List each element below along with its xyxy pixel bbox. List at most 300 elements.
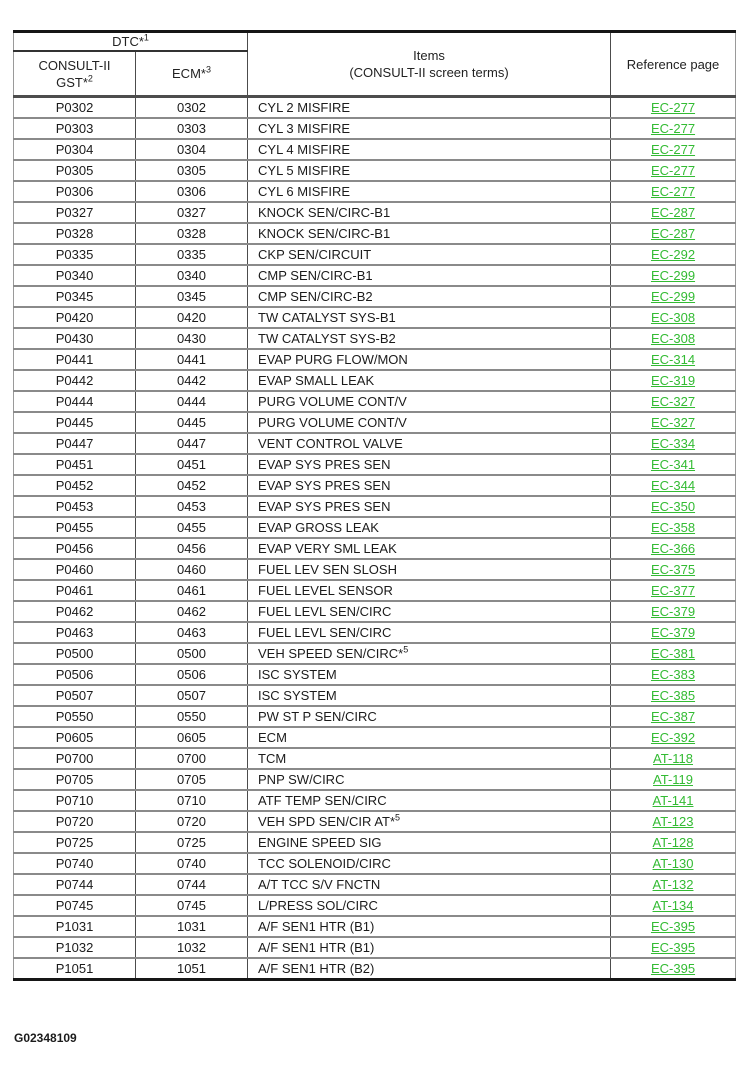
table-row xyxy=(14,202,736,223)
table-row xyxy=(14,454,736,475)
reference-page-link[interactable]: EC-277 xyxy=(650,121,696,136)
item-label: EVAP SYS PRES SEN xyxy=(258,499,391,514)
item-label: ATF TEMP SEN/CIRC xyxy=(258,793,387,808)
gst-code-cell: P0420 xyxy=(14,307,136,328)
header-ecm xyxy=(136,51,248,97)
ecm-code-cell: 0507 xyxy=(136,685,248,706)
table-row xyxy=(14,286,736,307)
item-cell xyxy=(248,349,611,370)
reference-page-link[interactable]: AT-118 xyxy=(653,751,693,766)
reference-page-link[interactable]: EC-350 xyxy=(650,499,696,514)
item-label: TW CATALYST SYS-B2 xyxy=(258,331,396,346)
item-cell xyxy=(248,202,611,223)
table-row xyxy=(14,118,736,139)
reference-page-link[interactable]: EC-341 xyxy=(650,457,696,472)
gst-code-cell: P0303 xyxy=(14,118,136,139)
ecm-code-cell: 0461 xyxy=(136,580,248,601)
ecm-code-cell: 1031 xyxy=(136,916,248,937)
ecm-code-cell: 0302 xyxy=(136,97,248,119)
ecm-code-cell: 0306 xyxy=(136,181,248,202)
gst-code-cell: P0302 xyxy=(14,97,136,119)
gst-code-cell: P0444 xyxy=(14,391,136,412)
table-row xyxy=(14,349,736,370)
table-row xyxy=(14,265,736,286)
reference-cell xyxy=(611,769,736,790)
item-cell xyxy=(248,706,611,727)
table-row xyxy=(14,874,736,895)
gst-code-cell: P0306 xyxy=(14,181,136,202)
header-items xyxy=(248,32,611,97)
ecm-code-cell: 0453 xyxy=(136,496,248,517)
reference-cell xyxy=(611,916,736,937)
reference-cell xyxy=(611,748,736,769)
item-label: A/F SEN1 HTR (B1) xyxy=(258,919,375,934)
gst-code-cell: P0455 xyxy=(14,517,136,538)
gst-code-cell: P0445 xyxy=(14,412,136,433)
item-label: A/F SEN1 HTR (B2) xyxy=(258,961,375,976)
item-cell xyxy=(248,769,611,790)
reference-cell xyxy=(611,391,736,412)
item-label: CYL 5 MISFIRE xyxy=(258,163,350,178)
header-items-line1: Items xyxy=(413,48,445,63)
item-cell xyxy=(248,874,611,895)
item-label: TW CATALYST SYS-B1 xyxy=(258,310,396,325)
reference-page-link[interactable]: EC-314 xyxy=(650,352,696,367)
item-label: ISC SYSTEM xyxy=(258,688,337,703)
reference-page-link[interactable]: EC-387 xyxy=(650,709,696,724)
item-cell xyxy=(248,664,611,685)
ecm-code-cell: 0445 xyxy=(136,412,248,433)
item-cell xyxy=(248,517,611,538)
table-row xyxy=(14,748,736,769)
item-label: KNOCK SEN/CIRC-B1 xyxy=(258,205,391,220)
ecm-code-cell: 1051 xyxy=(136,958,248,980)
item-label: CMP SEN/CIRC-B1 xyxy=(258,268,373,283)
reference-page-link[interactable]: EC-327 xyxy=(650,394,696,409)
gst-code-cell: P0463 xyxy=(14,622,136,643)
ecm-code-cell: 0305 xyxy=(136,160,248,181)
table-row xyxy=(14,958,736,980)
reference-page-link[interactable]: EC-319 xyxy=(650,373,696,388)
reference-cell xyxy=(611,244,736,265)
item-label: TCC SOLENOID/CIRC xyxy=(258,856,391,871)
reference-page-link[interactable]: EC-395 xyxy=(650,961,696,976)
gst-code-cell: P0442 xyxy=(14,370,136,391)
reference-page-link[interactable]: EC-277 xyxy=(650,184,696,199)
ecm-code-cell: 0463 xyxy=(136,622,248,643)
ecm-code-cell: 0744 xyxy=(136,874,248,895)
header-gst-footnote: 2 xyxy=(87,73,93,84)
gst-code-cell: P0441 xyxy=(14,349,136,370)
reference-cell xyxy=(611,580,736,601)
ecm-code-cell: 0720 xyxy=(136,811,248,832)
gst-code-cell: P0740 xyxy=(14,853,136,874)
reference-cell xyxy=(611,706,736,727)
ecm-code-cell: 0745 xyxy=(136,895,248,916)
header-gst-line2: GST*$^2$ xyxy=(56,73,93,90)
table-row xyxy=(14,622,736,643)
gst-code-cell: P0335 xyxy=(14,244,136,265)
table-row xyxy=(14,433,736,454)
header-items-line2: (CONSULT-II screen terms) xyxy=(349,65,509,80)
reference-page-link[interactable]: EC-327 xyxy=(650,415,696,430)
reference-cell xyxy=(611,559,736,580)
item-cell xyxy=(248,370,611,391)
table-row xyxy=(14,475,736,496)
gst-code-cell: P0462 xyxy=(14,601,136,622)
gst-code-cell: P0506 xyxy=(14,664,136,685)
gst-code-cell: P0327 xyxy=(14,202,136,223)
item-label: EVAP PURG FLOW/MON xyxy=(258,352,408,367)
reference-page-link[interactable]: EC-308 xyxy=(650,310,696,325)
reference-cell xyxy=(611,664,736,685)
ecm-code-cell: 0456 xyxy=(136,538,248,559)
reference-page-link[interactable]: EC-308 xyxy=(650,331,696,346)
reference-cell xyxy=(611,370,736,391)
item-label: PW ST P SEN/CIRC xyxy=(258,709,377,724)
reference-page-link[interactable]: AT-128 xyxy=(652,835,694,850)
item-label: EVAP SYS PRES SEN xyxy=(258,478,391,493)
item-label: FUEL LEV SEN SLOSH xyxy=(258,562,397,577)
item-cell xyxy=(248,391,611,412)
gst-code-cell: P0328 xyxy=(14,223,136,244)
gst-code-cell: P0460 xyxy=(14,559,136,580)
ecm-code-cell: 0442 xyxy=(136,370,248,391)
reference-page-link[interactable]: EC-299 xyxy=(650,289,696,304)
reference-page-link[interactable]: EC-366 xyxy=(650,541,696,556)
reference-cell xyxy=(611,349,736,370)
gst-code-cell: P0700 xyxy=(14,748,136,769)
reference-cell xyxy=(611,118,736,139)
item-cell xyxy=(248,895,611,916)
reference-page-link[interactable]: AT-130 xyxy=(652,856,694,871)
reference-page-link[interactable]: EC-287 xyxy=(650,205,696,220)
item-cell xyxy=(248,916,611,937)
ecm-code-cell: 0444 xyxy=(136,391,248,412)
ecm-code-cell: 0441 xyxy=(136,349,248,370)
ecm-code-cell: 0740 xyxy=(136,853,248,874)
reference-cell xyxy=(611,895,736,916)
item-cell xyxy=(248,223,611,244)
gst-code-cell: P0456 xyxy=(14,538,136,559)
item-cell xyxy=(248,496,611,517)
gst-code-cell: P0453 xyxy=(14,496,136,517)
item-cell xyxy=(248,265,611,286)
ecm-code-cell: 0335 xyxy=(136,244,248,265)
item-cell xyxy=(248,286,611,307)
item-cell xyxy=(248,160,611,181)
table-row xyxy=(14,559,736,580)
reference-page-link[interactable]: EC-395 xyxy=(650,919,696,934)
reference-cell xyxy=(611,622,736,643)
table-row xyxy=(14,643,736,664)
item-label: FUEL LEVL SEN/CIRC xyxy=(258,625,392,640)
reference-cell xyxy=(611,517,736,538)
ecm-code-cell: 0550 xyxy=(136,706,248,727)
gst-code-cell: P0605 xyxy=(14,727,136,748)
table-row xyxy=(14,601,736,622)
item-cell xyxy=(248,412,611,433)
reference-page-link[interactable]: AT-123 xyxy=(652,814,694,829)
item-footnote: 5 xyxy=(403,644,409,655)
item-cell xyxy=(248,454,611,475)
table-row xyxy=(14,496,736,517)
item-cell xyxy=(248,832,611,853)
reference-page-link[interactable]: AT-141 xyxy=(652,793,694,808)
reference-cell xyxy=(611,139,736,160)
gst-code-cell: P1031 xyxy=(14,916,136,937)
reference-cell xyxy=(611,937,736,958)
gst-code-cell: P0447 xyxy=(14,433,136,454)
gst-code-cell: P0304 xyxy=(14,139,136,160)
figure-code: G02348109 xyxy=(14,1031,77,1045)
reference-page-link[interactable]: EC-277 xyxy=(650,163,696,178)
ecm-code-cell: 0506 xyxy=(136,664,248,685)
item-cell xyxy=(248,937,611,958)
gst-code-cell: P0550 xyxy=(14,706,136,727)
table-row xyxy=(14,916,736,937)
ecm-code-cell: 0455 xyxy=(136,517,248,538)
item-label: PURG VOLUME CONT/V xyxy=(258,415,407,430)
reference-page-link[interactable]: EC-334 xyxy=(650,436,696,451)
table-row xyxy=(14,853,736,874)
table-row xyxy=(14,769,736,790)
item-cell xyxy=(248,748,611,769)
gst-code-cell: P1032 xyxy=(14,937,136,958)
gst-code-cell: P0451 xyxy=(14,454,136,475)
table-row xyxy=(14,832,736,853)
header-ecm-footnote: 3 xyxy=(205,64,211,75)
reference-cell xyxy=(611,811,736,832)
reference-cell xyxy=(611,223,736,244)
header-consult-gst xyxy=(14,51,136,97)
item-label: VEH SPD SEN/CIR AT* xyxy=(258,814,396,829)
table-row xyxy=(14,580,736,601)
item-cell xyxy=(248,433,611,454)
header-reference-page xyxy=(611,32,736,97)
reference-cell xyxy=(611,496,736,517)
reference-cell xyxy=(611,97,736,119)
item-cell xyxy=(248,853,611,874)
reference-page-link[interactable]: EC-395 xyxy=(650,940,696,955)
reference-cell xyxy=(611,433,736,454)
table-header xyxy=(14,32,736,97)
gst-code-cell: P0710 xyxy=(14,790,136,811)
item-label: A/F SEN1 HTR (B1) xyxy=(258,940,375,955)
gst-code-cell: P0725 xyxy=(14,832,136,853)
reference-cell xyxy=(611,475,736,496)
ecm-code-cell: 0447 xyxy=(136,433,248,454)
item-cell xyxy=(248,727,611,748)
ecm-code-cell: 0430 xyxy=(136,328,248,349)
item-label: CMP SEN/CIRC-B2 xyxy=(258,289,373,304)
ecm-code-cell: 0420 xyxy=(136,307,248,328)
item-label: ECM xyxy=(258,730,287,745)
table-row xyxy=(14,97,736,119)
item-cell xyxy=(248,622,611,643)
item-cell xyxy=(248,139,611,160)
item-cell xyxy=(248,601,611,622)
item-cell xyxy=(248,580,611,601)
reference-page-link[interactable]: EC-383 xyxy=(650,667,696,682)
ecm-code-cell: 0705 xyxy=(136,769,248,790)
item-label: A/T TCC S/V FNCTN xyxy=(258,877,381,892)
reference-cell xyxy=(611,160,736,181)
item-cell xyxy=(248,559,611,580)
reference-cell xyxy=(611,328,736,349)
ecm-code-cell: 0327 xyxy=(136,202,248,223)
ecm-code-cell: 0345 xyxy=(136,286,248,307)
ecm-code-cell: 0605 xyxy=(136,727,248,748)
item-cell xyxy=(248,643,611,664)
item-cell xyxy=(248,244,611,265)
gst-code-cell: P0452 xyxy=(14,475,136,496)
gst-code-cell: P0705 xyxy=(14,769,136,790)
header-dtc-footnote: 1 xyxy=(143,32,149,43)
item-footnote: 5 xyxy=(395,812,401,823)
item-label: CYL 4 MISFIRE xyxy=(258,142,350,157)
ecm-code-cell: 0340 xyxy=(136,265,248,286)
reference-page-link[interactable]: EC-287 xyxy=(650,226,696,241)
reference-cell xyxy=(611,874,736,895)
reference-cell xyxy=(611,202,736,223)
item-label: L/PRESS SOL/CIRC xyxy=(258,898,378,913)
reference-cell xyxy=(611,538,736,559)
gst-code-cell: P1051 xyxy=(14,958,136,980)
table-row xyxy=(14,370,736,391)
item-label: CKP SEN/CIRCUIT xyxy=(258,247,372,262)
reference-cell xyxy=(611,181,736,202)
gst-code-cell: P0340 xyxy=(14,265,136,286)
reference-page-link[interactable]: AT-134 xyxy=(652,898,694,913)
gst-code-cell: P0461 xyxy=(14,580,136,601)
reference-cell xyxy=(611,643,736,664)
gst-code-cell: P0744 xyxy=(14,874,136,895)
reference-page-link[interactable]: EC-277 xyxy=(650,100,696,115)
item-label: CYL 6 MISFIRE xyxy=(258,184,350,199)
reference-cell xyxy=(611,454,736,475)
reference-page-link[interactable]: EC-379 xyxy=(650,604,696,619)
item-label: KNOCK SEN/CIRC-B1 xyxy=(258,226,391,241)
table-row xyxy=(14,811,736,832)
ecm-code-cell: 0328 xyxy=(136,223,248,244)
table-row xyxy=(14,412,736,433)
ecm-code-cell: 1032 xyxy=(136,937,248,958)
header-dtc-label: DTC* xyxy=(112,34,144,49)
reference-cell xyxy=(611,412,736,433)
ecm-code-cell: 0452 xyxy=(136,475,248,496)
table-row xyxy=(14,307,736,328)
table-row xyxy=(14,727,736,748)
gst-code-cell: P0720 xyxy=(14,811,136,832)
item-label: VENT CONTROL VALVE xyxy=(258,436,403,451)
reference-cell xyxy=(611,286,736,307)
ecm-code-cell: 0304 xyxy=(136,139,248,160)
item-cell xyxy=(248,328,611,349)
item-label: FUEL LEVEL SENSOR xyxy=(258,583,393,598)
reference-cell xyxy=(611,958,736,980)
item-label: CYL 3 MISFIRE xyxy=(258,121,350,136)
reference-page-link[interactable]: EC-277 xyxy=(650,142,696,157)
item-label: EVAP GROSS LEAK xyxy=(258,520,379,535)
reference-page-link[interactable]: EC-358 xyxy=(650,520,696,535)
dtc-table xyxy=(13,30,736,981)
table-row xyxy=(14,937,736,958)
reference-page-link[interactable]: AT-119 xyxy=(653,772,693,787)
item-cell xyxy=(248,538,611,559)
gst-code-cell: P0745 xyxy=(14,895,136,916)
header-reference-label: Reference page xyxy=(626,56,720,72)
gst-code-cell: P0345 xyxy=(14,286,136,307)
item-label: EVAP SMALL LEAK xyxy=(258,373,375,388)
reference-page-link[interactable]: EC-392 xyxy=(650,730,696,745)
table-row xyxy=(14,664,736,685)
header-gst-line1: CONSULT-II xyxy=(38,57,111,73)
table-row xyxy=(14,391,736,412)
table-row xyxy=(14,790,736,811)
reference-page-link[interactable]: EC-344 xyxy=(650,478,696,493)
reference-cell xyxy=(611,832,736,853)
reference-page-link[interactable]: EC-385 xyxy=(650,688,696,703)
gst-code-cell: P0500 xyxy=(14,643,136,664)
reference-page-link[interactable]: EC-299 xyxy=(650,268,696,283)
table-row xyxy=(14,685,736,706)
reference-cell xyxy=(611,853,736,874)
item-cell xyxy=(248,685,611,706)
reference-cell xyxy=(611,790,736,811)
item-label: EVAP SYS PRES SEN xyxy=(258,457,391,472)
item-label: ENGINE SPEED SIG xyxy=(258,835,382,850)
ecm-code-cell: 0700 xyxy=(136,748,248,769)
reference-page-link[interactable]: EC-381 xyxy=(650,646,696,661)
reference-page-link[interactable]: EC-292 xyxy=(650,247,696,262)
item-label: VEH SPEED SEN/CIRC* xyxy=(258,646,404,661)
item-label: FUEL LEVL SEN/CIRC xyxy=(258,604,392,619)
item-label: EVAP VERY SML LEAK xyxy=(258,541,397,556)
table-row xyxy=(14,244,736,265)
reference-page-link[interactable]: EC-379 xyxy=(650,625,696,640)
table-row xyxy=(14,895,736,916)
reference-cell xyxy=(611,265,736,286)
item-cell xyxy=(248,475,611,496)
ecm-code-cell: 0460 xyxy=(136,559,248,580)
reference-page-link[interactable]: AT-132 xyxy=(652,877,694,892)
reference-page-link[interactable]: EC-377 xyxy=(650,583,696,598)
gst-code-cell: P0305 xyxy=(14,160,136,181)
ecm-code-cell: 0710 xyxy=(136,790,248,811)
ecm-code-cell: 0451 xyxy=(136,454,248,475)
item-cell xyxy=(248,307,611,328)
ecm-code-cell: 0725 xyxy=(136,832,248,853)
item-cell xyxy=(248,118,611,139)
item-label: TCM xyxy=(258,751,287,766)
reference-cell xyxy=(611,727,736,748)
ecm-code-cell: 0303 xyxy=(136,118,248,139)
item-cell xyxy=(248,811,611,832)
reference-cell xyxy=(611,307,736,328)
item-cell xyxy=(248,181,611,202)
item-label: PURG VOLUME CONT/V xyxy=(258,394,407,409)
table-row xyxy=(14,139,736,160)
reference-page-link[interactable]: EC-375 xyxy=(650,562,696,577)
item-label: CYL 2 MISFIRE xyxy=(258,100,350,115)
item-label: PNP SW/CIRC xyxy=(258,772,345,787)
reference-cell xyxy=(611,601,736,622)
ecm-code-cell: 0500 xyxy=(136,643,248,664)
table-row xyxy=(14,706,736,727)
table-row xyxy=(14,181,736,202)
table-body xyxy=(14,97,736,980)
